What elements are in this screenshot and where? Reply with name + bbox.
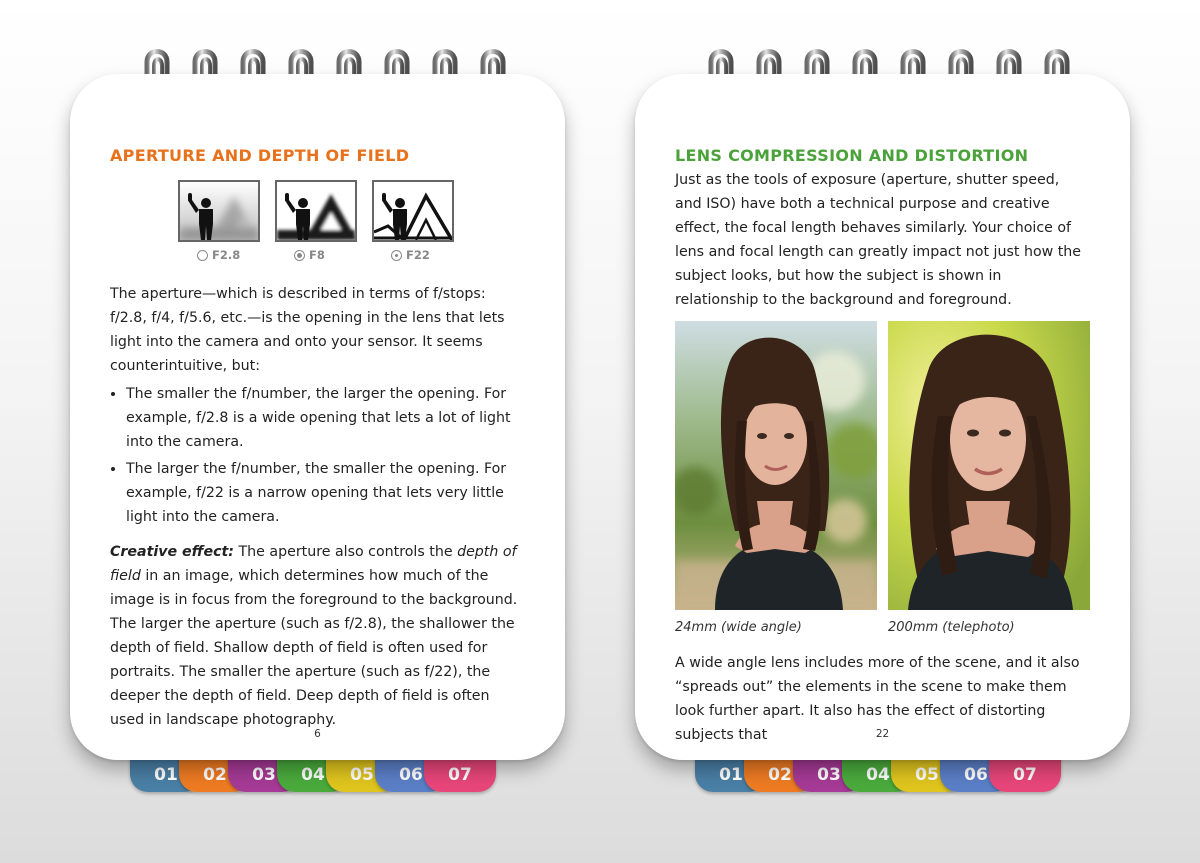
tab-label: 01 — [154, 765, 178, 785]
creative-effect-paragraph — [110, 540, 520, 732]
tab-label: 03 — [817, 765, 841, 785]
tab-label: 02 — [768, 765, 792, 785]
aperture-diagram — [178, 180, 458, 264]
right-page-heading: LENS COMPRESSION AND DISTORTION — [675, 146, 1029, 165]
aperture-value: F22 — [406, 248, 430, 262]
creative-effect-label: Creative effect: — [110, 544, 234, 560]
tab-label: 05 — [350, 765, 374, 785]
aperture-bullet-list — [110, 382, 520, 529]
tab-label: 03 — [252, 765, 276, 785]
aperture-intro: The aperture—which is described in terms of f/stops: f/2.8, f/4, f/5.6, etc.—is the opening in the lens that lets light into the camera and onto your sensor. It seems counterintuitive, but: — [110, 286, 505, 374]
radio-half-icon — [294, 250, 305, 261]
tab-label: 02 — [203, 765, 227, 785]
aperture-value: F8 — [309, 248, 325, 262]
creative-emphasis: depth of field — [110, 544, 517, 584]
aperture-label-f22 — [391, 248, 430, 262]
tab-label: 04 — [301, 765, 325, 785]
photo-24mm — [675, 321, 877, 610]
tab-label: 06 — [399, 765, 423, 785]
right-page — [635, 74, 1130, 760]
tab-label: 05 — [915, 765, 939, 785]
caption-200mm: 200mm (telephoto) — [888, 620, 1015, 635]
aperture-label-f8 — [294, 248, 325, 262]
aperture-value: F2.8 — [212, 248, 241, 262]
tab-label: 04 — [866, 765, 890, 785]
creative-text: The aperture also controls the — [233, 544, 458, 560]
caption-24mm: 24mm (wide angle) — [675, 620, 802, 635]
lens-outro: A wide angle lens includes more of the scene, and it also “spreads out” the elements in the scene to make them look further apart. It also has the effect of distorting subjects that — [675, 655, 1080, 743]
right-page-intro — [675, 168, 1085, 312]
radio-open-icon — [197, 250, 208, 261]
aperture-f8-illustration — [275, 180, 357, 242]
list-item: • The smaller the f/number, the larger the opening. For example, f/2.8 is a wide opening that lets a lot of light into the camera. — [126, 382, 520, 454]
page-number: 6 — [314, 728, 321, 740]
radio-dot-icon — [391, 250, 402, 261]
left-page-body — [110, 282, 520, 732]
aperture-f22-illustration — [372, 180, 454, 242]
left-page — [70, 74, 565, 760]
tab-label: 06 — [964, 765, 988, 785]
list-item: • The larger the f/number, the smaller the opening. For example, f/22 is a narrow opening that lets very little light into the camera. — [126, 457, 520, 529]
lens-intro: Just as the tools of exposure (aperture, shutter speed, and ISO) have both a technical purpose and creative effect, the focal length behaves similarly. Your choice of lens and focal length can greatly impact not just how the subject looks, but how the subject is shown in relationship to the background and foreground. — [675, 172, 1082, 308]
creative-text: in an image, which determines how much of the image is in focus from the foreground to the background. The larger the aperture (such as f/2.8), the shallower the depth of field. Shallow depth of field is often used for portraits. The smaller the aperture (such as f/22), the deeper the depth of field. Deep depth of field is often used in landscape photography. — [110, 568, 518, 728]
aperture-label-f28 — [197, 248, 240, 262]
left-page-heading: APERTURE AND DEPTH OF FIELD — [110, 146, 410, 165]
aperture-f28-illustration — [178, 180, 260, 242]
page-number: 22 — [875, 728, 890, 740]
tab-label: 07 — [1013, 765, 1037, 785]
photo-200mm — [888, 321, 1090, 610]
tab-label: 01 — [719, 765, 743, 785]
tab-label: 07 — [448, 765, 472, 785]
